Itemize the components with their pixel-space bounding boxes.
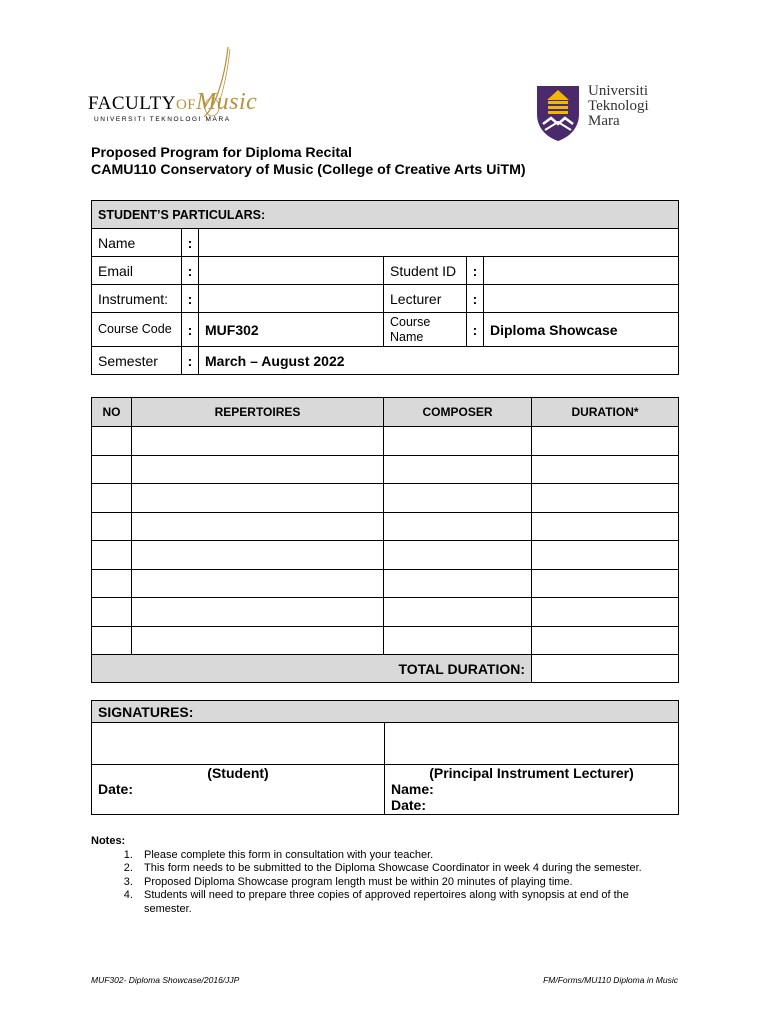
duration-cell[interactable]	[532, 626, 679, 655]
notes-section	[91, 835, 696, 916]
instrument-field[interactable]	[199, 285, 384, 313]
email-colon: :	[182, 257, 199, 285]
lecturer-date-label: Date:	[391, 797, 427, 813]
notes-title: Notes:	[91, 835, 126, 847]
repertoire-cell[interactable]	[132, 484, 384, 513]
no-cell[interactable]	[92, 541, 132, 570]
composer-cell[interactable]	[384, 484, 532, 513]
table-row	[92, 541, 679, 570]
composer-cell[interactable]	[384, 598, 532, 627]
name-field[interactable]	[199, 229, 679, 257]
course-code-label: Course Code	[92, 313, 182, 347]
repertoire-cell[interactable]	[132, 512, 384, 541]
lecturer-colon: :	[467, 285, 484, 313]
no-cell[interactable]	[92, 569, 132, 598]
signatures-table	[91, 700, 679, 815]
form-title: Proposed Program for Diploma Recital CAMU110 Conservatory of Music (College of Creative Arts UiTM)	[91, 145, 526, 178]
repertoire-cell[interactable]	[132, 427, 384, 456]
no-cell[interactable]	[92, 455, 132, 484]
student-id-colon: :	[467, 257, 484, 285]
duration-cell[interactable]	[532, 455, 679, 484]
repertoire-cell[interactable]	[132, 569, 384, 598]
semester-colon: :	[182, 347, 199, 375]
student-id-label: Student ID	[384, 257, 467, 285]
particulars-heading: STUDENT’S PARTICULARS:	[92, 201, 679, 229]
no-cell[interactable]	[92, 427, 132, 456]
header-repertoires: REPERTOIRES	[132, 398, 384, 427]
uitm-wordmark: Universiti Teknologi Mara	[588, 83, 649, 129]
lecturer-label: Lecturer	[384, 285, 467, 313]
composer-cell[interactable]	[384, 512, 532, 541]
name-label: Name	[92, 229, 182, 257]
composer-cell[interactable]	[384, 569, 532, 598]
course-code-colon: :	[182, 313, 199, 347]
duration-cell[interactable]	[532, 512, 679, 541]
lecturer-field[interactable]	[484, 285, 679, 313]
no-cell[interactable]	[92, 484, 132, 513]
course-code-value: MUF302	[199, 313, 384, 347]
email-field[interactable]	[199, 257, 384, 285]
note-item: 3. Proposed Diploma Showcase program length must be within 20 minutes of playing time.	[136, 876, 696, 890]
course-name-label: Course Name	[384, 313, 467, 347]
note-item: 2. This form needs to be submitted to the Diploma Showcase Coordinator in week 4 during the semester.	[136, 862, 696, 876]
student-id-field[interactable]	[484, 257, 679, 285]
footer-left: MUF302- Diploma Showcase/2016/JJP	[91, 975, 240, 985]
header-composer: COMPOSER	[384, 398, 532, 427]
particulars-table	[91, 200, 679, 375]
course-name-value: Diploma Showcase	[484, 313, 679, 347]
composer-cell[interactable]	[384, 455, 532, 484]
no-cell[interactable]	[92, 626, 132, 655]
lecturer-name-label: Name:	[391, 781, 434, 797]
student-date-label: Date:	[98, 781, 134, 797]
header-duration: DURATION*	[532, 398, 679, 427]
semester-label: Semester	[92, 347, 182, 375]
faculty-subtitle: UNIVERSITI TEKNOLOGI MARA	[94, 116, 231, 123]
faculty-of-music-logo	[88, 45, 258, 125]
total-duration-field[interactable]	[532, 655, 679, 683]
uitm-logo	[535, 84, 675, 144]
uitm-crest-icon	[535, 84, 581, 142]
note-item: 1. Please complete this form in consultation with your teacher.	[136, 849, 696, 863]
lecturer-label: (Principal Instrument Lecturer)	[429, 765, 634, 781]
repertoire-cell[interactable]	[132, 626, 384, 655]
duration-cell[interactable]	[532, 541, 679, 570]
repertoire-cell[interactable]	[132, 455, 384, 484]
faculty-wordmark: FACULTYOFMusic	[88, 89, 258, 115]
table-row	[92, 512, 679, 541]
no-cell[interactable]	[92, 598, 132, 627]
composer-cell[interactable]	[384, 626, 532, 655]
instrument-colon: :	[182, 285, 199, 313]
instrument-label: Instrument:	[92, 285, 182, 313]
notes-list	[91, 849, 696, 917]
course-name-colon: :	[467, 313, 484, 347]
composer-cell[interactable]	[384, 541, 532, 570]
footer-right: FM/Forms/MU110 Diploma in Music	[543, 975, 678, 985]
duration-cell[interactable]	[532, 484, 679, 513]
table-row	[92, 427, 679, 456]
note-item: 4. Students will need to prepare three copies of approved repertoires along with synopsis at end of the semester.	[136, 889, 644, 916]
name-colon: :	[182, 229, 199, 257]
lecturer-signature-box[interactable]	[385, 723, 679, 765]
signatures-heading: SIGNATURES:	[92, 701, 679, 723]
table-row	[92, 484, 679, 513]
table-row	[92, 569, 679, 598]
student-signature-info	[92, 765, 385, 815]
composer-cell[interactable]	[384, 427, 532, 456]
repertoire-table	[91, 397, 679, 683]
email-label: Email	[92, 257, 182, 285]
student-label: (Student)	[207, 765, 269, 781]
semester-value: March – August 2022	[199, 347, 679, 375]
duration-cell[interactable]	[532, 569, 679, 598]
table-row	[92, 598, 679, 627]
repertoire-cell[interactable]	[132, 541, 384, 570]
student-signature-box[interactable]	[92, 723, 385, 765]
table-row	[92, 626, 679, 655]
repertoire-cell[interactable]	[132, 598, 384, 627]
header-no: NO	[92, 398, 132, 427]
duration-cell[interactable]	[532, 427, 679, 456]
total-duration-label: TOTAL DURATION:	[92, 655, 532, 683]
repertoire-rows	[92, 427, 679, 655]
table-row	[92, 455, 679, 484]
no-cell[interactable]	[92, 512, 132, 541]
lecturer-signature-info	[385, 765, 679, 815]
duration-cell[interactable]	[532, 598, 679, 627]
